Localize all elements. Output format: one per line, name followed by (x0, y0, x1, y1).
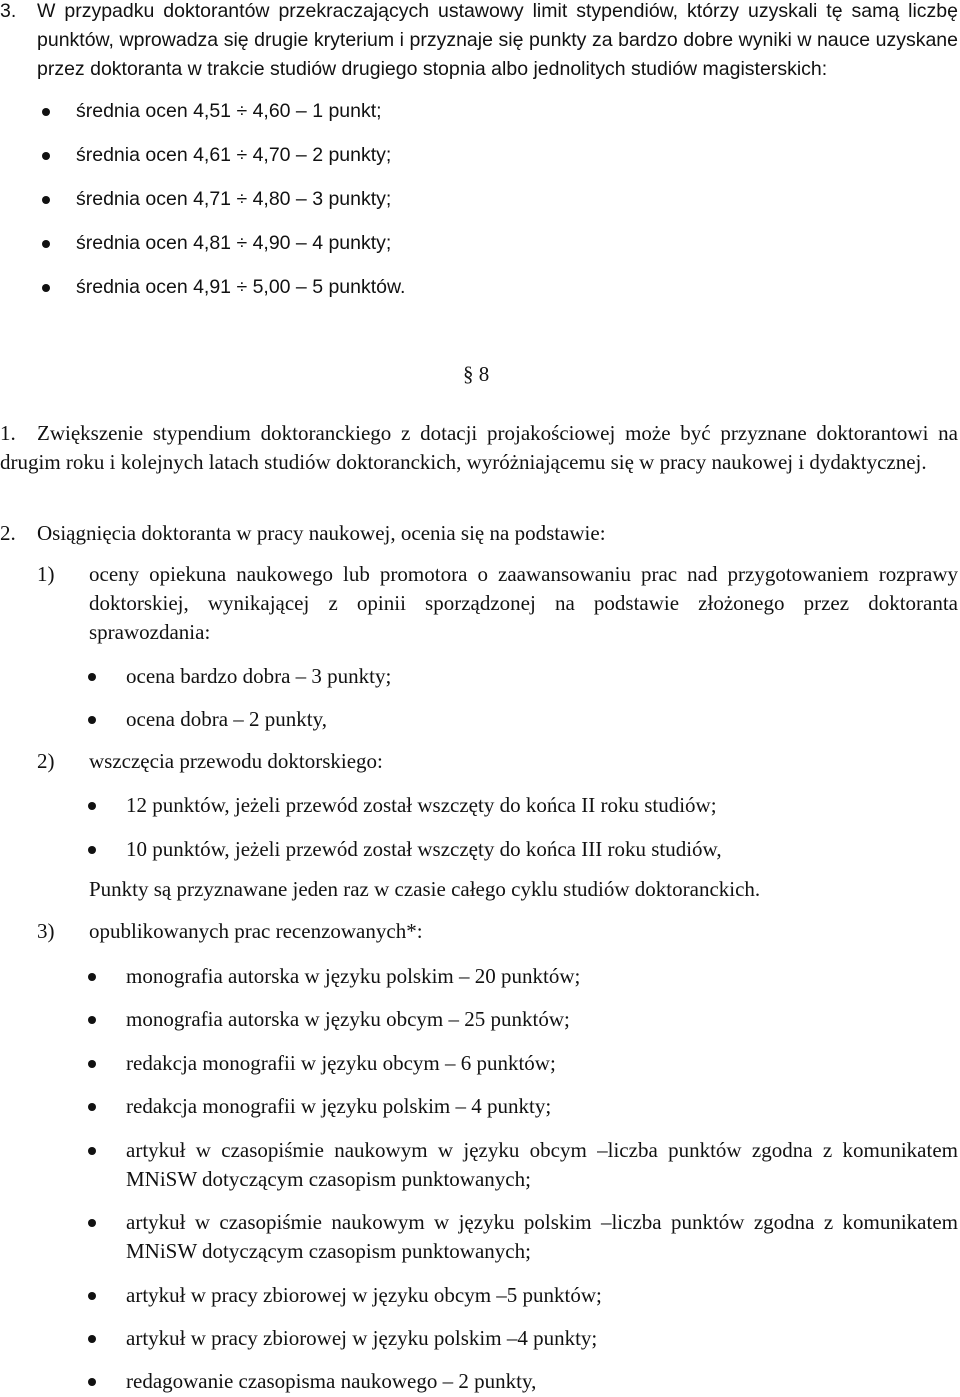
bullet-icon (88, 1103, 96, 1111)
bullet-icon (42, 108, 50, 116)
point-1-text: Zwiększenie stypendium doktoranckiego z dotacji projakościowej może być przyznane doktorantowi na drugim roku i kolejnych latach studiów doktoranckich, wyróżniającemu się w pracy naukowej i dydaktycznej. (0, 421, 958, 474)
bullet-icon (88, 1147, 96, 1155)
bullet-icon (88, 1219, 96, 1227)
item-1 (0, 560, 958, 647)
item-1-text: oceny opiekuna naukowego lub promotora o zaawansowaniu prac nad przygotowaniem rozprawy doktorskiej, wynikającej z opinii sporządzonej na podstawie złożonego przez doktoranta sprawozdania: (89, 562, 958, 644)
bullet-icon (42, 284, 50, 292)
list-item: artykuł w pracy zbiorowej w języku polskim –4 punkty; (126, 1324, 958, 1353)
section-heading: § 8 (463, 362, 490, 386)
list-item: średnia ocen 4,51 ÷ 4,60 – 1 punkt; (0, 97, 958, 141)
item-2-number: 2) (37, 749, 55, 773)
list-item: średnia ocen 4,71 ÷ 4,80 – 3 punkty; (0, 185, 958, 229)
bullet-icon (88, 973, 96, 981)
bullet-icon (88, 1378, 96, 1386)
list-item: monografia autorska w języku obcym – 25 punktów; (126, 1005, 958, 1034)
list-item: średnia ocen 4,61 ÷ 4,70 – 2 punkty; (0, 141, 958, 185)
list-item: artykuł w czasopiśmie naukowym w języku polskim –liczba punktów zgodna z komunikatem MNiSW dotyczącym czasopism punktowanych; (126, 1208, 958, 1266)
list-item: średnia ocen 4,91 ÷ 5,00 – 5 punktów. (0, 273, 958, 317)
list-item: 12 punktów, jeżeli przewód został wszczęty do końca II roku studiów; (126, 791, 958, 820)
bullet-icon (88, 673, 96, 681)
item-2-note: Punkty są przyznawane jeden raz w czasie całego cyklu studiów doktoranckich. (89, 877, 761, 901)
section-3-number: 3. (0, 0, 17, 22)
point-2 (0, 519, 958, 548)
list-item: redagowanie czasopisma naukowego – 2 punkty, (126, 1367, 958, 1396)
item-3-text: opublikowanych prac recenzowanych*: (89, 919, 423, 943)
bullet-icon (88, 1335, 96, 1343)
section-3 (0, 0, 958, 317)
list-item: artykuł w pracy zbiorowej w języku obcym –5 punktów; (126, 1281, 958, 1310)
point-2-text: Osiągnięcia doktoranta w pracy naukowej, ocenia się na podstawie: (37, 521, 606, 545)
bullet-icon (88, 802, 96, 810)
item-2-text: wszczęcia przewodu doktorskiego: (89, 749, 383, 773)
list-item: artykuł w czasopiśmie naukowym w języku obcym –liczba punktów zgodna z komunikatem MNiSW dotyczącym czasopism punktowanych; (126, 1136, 958, 1194)
bullet-icon (42, 196, 50, 204)
bullet-icon (42, 240, 50, 248)
bullet-icon (88, 1060, 96, 1068)
list-item: monografia autorska w języku polskim – 20 punktów; (126, 962, 958, 991)
point-1 (0, 419, 958, 477)
item-3-number: 3) (37, 919, 55, 943)
bullet-icon (88, 716, 96, 724)
item-2 (0, 747, 958, 776)
list-item: redakcja monografii w języku obcym – 6 punktów; (126, 1049, 958, 1078)
bullet-icon (88, 846, 96, 854)
point-2-number: 2. (0, 521, 16, 545)
bullet-icon (88, 1292, 96, 1300)
item-3 (0, 917, 958, 946)
grade-average-list (0, 97, 958, 317)
bullet-icon (42, 152, 50, 160)
item-1-number: 1) (37, 562, 55, 586)
list-item: redakcja monografii w języku polskim – 4 punkty; (126, 1092, 958, 1121)
list-item: średnia ocen 4,81 ÷ 4,90 – 4 punkty; (0, 229, 958, 273)
list-item: 10 punktów, jeżeli przewód został wszczęty do końca III roku studiów, (126, 835, 958, 864)
section-3-paragraph: W przypadku doktorantów przekraczających ustawowy limit stypendiów, którzy uzyskali tę samą liczbę punktów, wprowadza się drugie kryterium i przyznaje się punkty za bardzo dobre wyniki w nauce uzyskane przez doktoranta w trakcie studiów drugiego stopnia albo jednolitych studiów magisterskich: (37, 0, 958, 80)
list-item: ocena bardzo dobra – 3 punkty; (126, 662, 958, 691)
point-1-number: 1. (0, 421, 16, 445)
bullet-icon (88, 1016, 96, 1024)
list-item: ocena dobra – 2 punkty, (126, 705, 958, 734)
